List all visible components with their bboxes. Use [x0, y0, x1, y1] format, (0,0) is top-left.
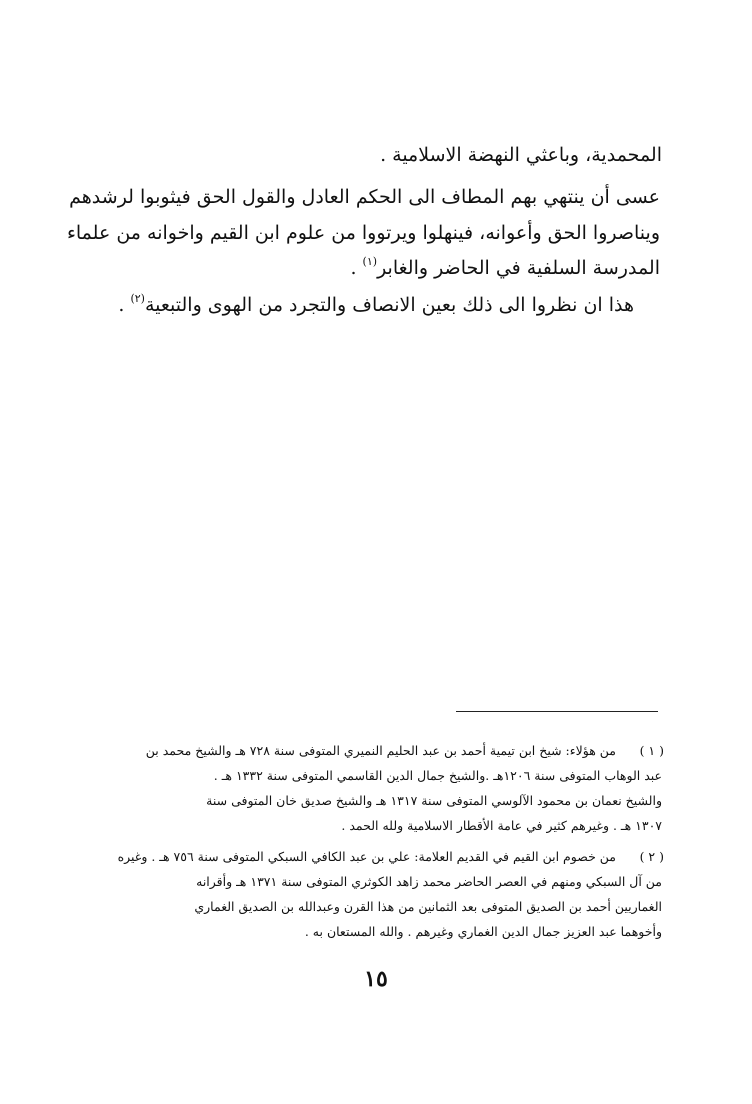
footnote-2-line-1: من خصوم ابن القيم في القديم العلامة: علي بن عبد الكافي السبكي المتوفى سنة ٧٥٦ هـ . وغيره [117, 849, 616, 864]
footnote-2-number: ( ٢ ) [639, 849, 664, 864]
page-number: ١٥ [364, 966, 388, 992]
footnote-1-line-1: من هؤلاء: شيخ ابن تيمية أحمد بن عبد الحليم النميري المتوفى سنة ٧٢٨ هـ والشيخ محمد بن [145, 743, 616, 758]
footnote-2-line-2: من آل السبكي ومنهم في العصر الحاضر محمد زاهد الكوثري المتوفى سنة ١٣٧١ هـ وأقرانه [196, 874, 662, 889]
body-line-4-text: المدرسة السلفية في الحاضر والغابر [377, 257, 660, 279]
footnote-2 [90, 844, 662, 944]
body-line-4 [350, 253, 660, 283]
footnote-ref-2[interactable]: (٢) [130, 292, 145, 305]
body-line-3: ويناصروا الحق وأعوانه، فينهلوا ويرتووا من علوم ابن القيم واخوانه من علماء [66, 222, 660, 244]
body-line-4-end: . [350, 257, 363, 279]
footnote-divider [456, 711, 658, 712]
footnote-1-line-2: عبد الوهاب المتوفى سنة ١٢٠٦هـ .والشيخ جمال الدين القاسمي المتوفى سنة ١٣٣٢ هـ . [213, 768, 662, 783]
footnote-1-line-4: ١٣٠٧ هـ . وغيرهم كثير في عامة الأقطار الاسلامية ولله الحمد . [341, 818, 662, 833]
footnote-2-line-4: وأخوهما عبد العزيز جمال الدين الغماري وغيرهم . والله المستعان به . [304, 924, 662, 939]
footnote-1-text [90, 738, 662, 838]
footnote-1 [90, 738, 662, 838]
body-line-2: عسى أن ينتهي بهم المطاف الى الحكم العادل والقول الحق فيثوبوا لرشدهم [69, 186, 660, 208]
body-line-1: المحمدية، وباعثي النهضة الاسلامية . [380, 144, 662, 166]
body-line-5 [118, 290, 634, 320]
body-line-5-end: . [118, 294, 131, 316]
footnote-2-text [90, 844, 662, 944]
footnote-1-number: ( ١ ) [639, 743, 664, 758]
footnote-1-line-3: والشيخ نعمان بن محمود الآلوسي المتوفى سنة ١٣١٧ هـ والشيخ صديق خان المتوفى سنة [206, 793, 662, 808]
body-line-5-text: هذا ان نظروا الى ذلك بعين الانصاف والتجرد من الهوى والتبعية [144, 294, 634, 316]
footnote-ref-1[interactable]: (١) [362, 255, 378, 268]
footnote-2-line-3: الغماريين أحمد بن الصديق المتوفى بعد الثمانين من هذا القرن وعبدالله بن الصديق الغماري [194, 899, 662, 914]
